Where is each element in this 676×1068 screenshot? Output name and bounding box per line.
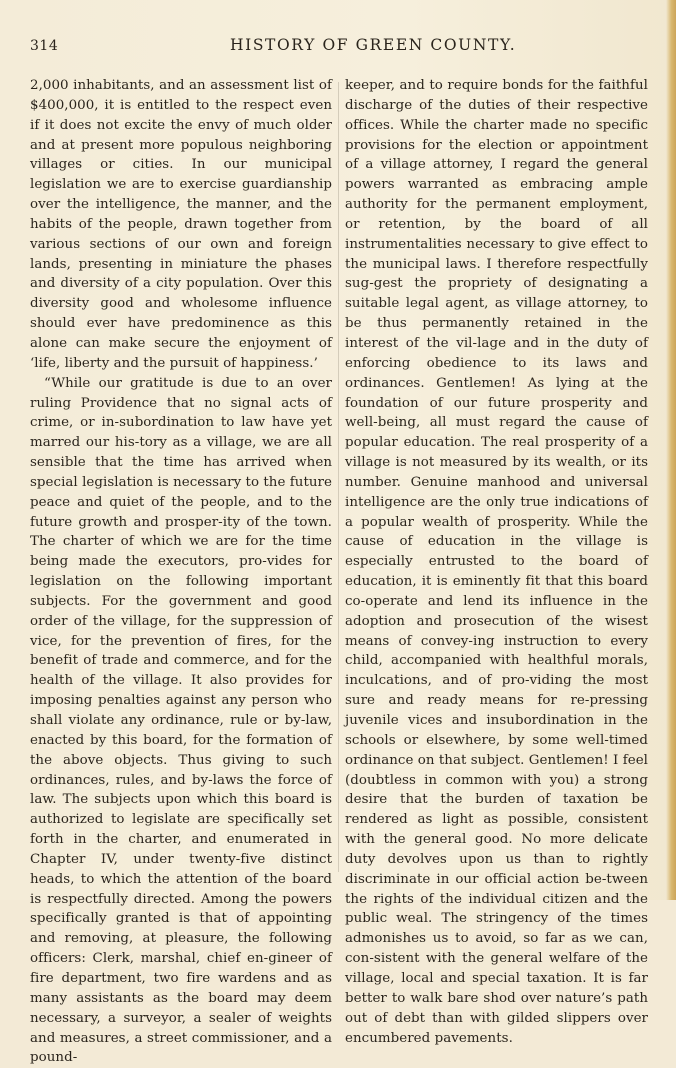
page-number: 314 <box>30 38 59 54</box>
left-column <box>30 76 332 1068</box>
left-paragraph-2: “While our gratitude is due to an over ruling Providence that no signal acts of crime, or in-subordination to law have yet marred our his-tory as a village, we are all sensible that the time has arrived when special legislation is necessary to the future peace and quiet of the people, and to the future growth and prosper-ity of the town. The charter of which we are for the time being made the executors, pro-vides for legislation on the following important subjects. For the government and good order of the village, for the suppression of vice, for the prevention of fires, for the benefit of trade and commerce, and for the health of the village. It also provides for imposing penalties against any person who shall violate any ordinance, rule or by-law, enacted by this board, for the formation of the above objects. Thus giving to such ordinances, rules, and by-laws the force of law. The subjects upon which this board is authorized to legislate are specifically set forth in the charter, and enumerated in Chapter IV, under twenty-five distinct heads, to which the attention of the board is respectfully directed. Among the powers specifically granted is that of appointing and removing, at pleasure, the following officers: Clerk, marshal, chief en-gineer of fire department, two fire wardens and as many assistants as the board may deem necessary, a surveyor, a sealer of weights and measures, a street commissioner, and a pound- <box>30 375 332 1066</box>
page-edge-shadow <box>666 0 676 900</box>
left-paragraph-1: 2,000 inhabitants, and an assessment list of $400,000, it is entitled to the respect even if it does not excite the envy of much older and at present more populous neighboring villages or cities. In our municipal legislation we are to exercise guardianship over the intelligence, the manner, and the habits of the people, drawn together from various sections of our own and foreign lands, presenting in miniature the phases and diversity of a city population. Over this diversity good and wholesome influence should ever have predominence as this alone can make secure the enjoyment of ‘life, liberty and the pursuit of happiness.’ <box>30 78 332 371</box>
running-head: HISTORY OF GREEN COUNTY. <box>230 36 517 54</box>
right-paragraph-1: keeper, and to require bonds for the faithful discharge of the duties of their respective offices. While the charter made no specific provisions for the election or appointment of a village attorney, I regard the general powers warranted as embracing ample authority for the permanent employment, or retention, by the board of all instrumentalities necessary to give effect to the municipal laws. I therefore respectfully sug-gest the propriety of designating a suitable legal agent, as village attorney, to be thus permanently retained in the interest of the vil-lage and in the duty of enforcing obedience to its laws and ordinances. Gentlemen! As lying at the foundation of our future prosperity and well-being, all must regard the cause of popular education. The real prosperity of a village is not measured by its wealth, or its number. Genuine manhood and universal intelligence are the only true indications of a popular wealth of prosperity. While the cause of education in the village is especially entrusted to the board of education, it is eminently fit that this board co-operate and lend its influence in the adoption and prosecution of the wisest means of convey-ing instruction to every child, accompanied with healthful morals, inculcations, and of pro-viding the most sure and ready means for re-pressing juvenile vices and insubordination in the schools or elsewhere, by some well-timed ordinance on that subject. Gentlemen! I feel (doubtless in common with you) a strong desire that the burden of taxation be rendered as light as possible, consistent with the general good. No more delicate duty devolves upon us than to rightly discriminate in our official action be-tween the rights of the individual citizen and the public weal. The stringency of the times admonishes us to avoid, so far as we can, con-sistent with the general welfare of the village, local and special taxation. It is far better to walk bare shod over nature’s path out of debt than with gilded slippers over encumbered pavements. <box>345 78 648 1046</box>
right-column <box>345 76 648 1048</box>
page-header <box>0 36 676 60</box>
column-divider <box>338 82 339 872</box>
